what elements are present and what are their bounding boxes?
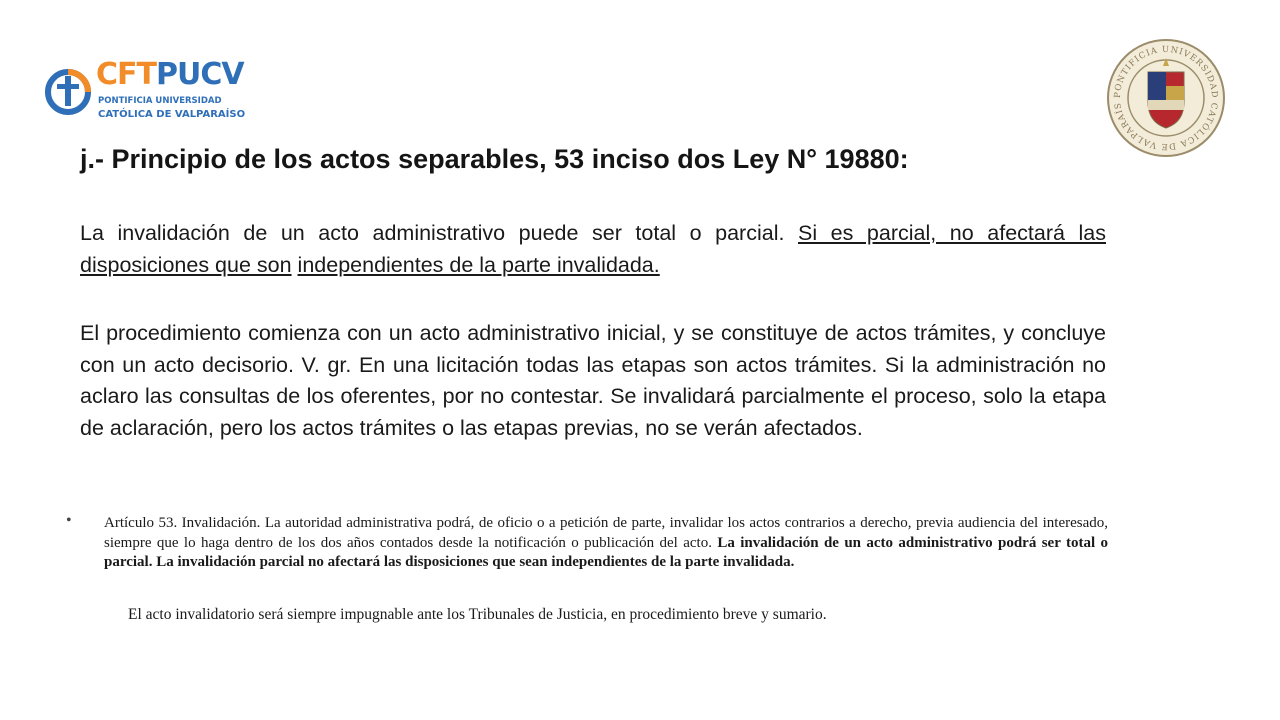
- logo-line1: PONTIFICIA UNIVERSIDAD: [98, 96, 222, 106]
- university-seal-icon: [1104, 36, 1228, 160]
- cftpucv-logo: [44, 58, 244, 126]
- article-bold: La invalidación de un acto administrativo podrá ser total o parcial. La invalidación parcial no afectará las disposiciones que sean independientes de la parte invalidada.: [104, 534, 1108, 570]
- paragraph-invalidation: [80, 218, 1106, 281]
- paragraph1-plain: La invalidación de un acto administrativo puede ser total o parcial.: [80, 221, 798, 245]
- logo-brand-text: CFTPUCV: [96, 57, 244, 92]
- svg-text:PONTIFICIA UNIVERSIDAD CATÓLIC: PONTIFICIA UNIVERSIDAD CATÓLICA DE VALPARAÍS: [1112, 44, 1220, 152]
- article-53-second-paragraph: El acto invalidatorio será siempre impugnable ante los Tribunales de Justicia, en procedimiento breve y sumario.: [128, 606, 827, 623]
- paragraph1-underline1: Si es parcial, no afectará las disposiciones que son: [80, 221, 1106, 277]
- article-53-text: [104, 514, 1108, 573]
- slide-title: j.- Principio de los actos separables, 53 inciso dos Ley N° 19880:: [80, 144, 909, 174]
- article-plain: Artículo 53. Invalidación. La autoridad administrativa podrá, de oficio o a petición de parte, invalidar los actos contrarios a derecho, previa audiencia del interesado, siempre que lo haga dentro de los dos años contados desde la notificación o publicación del acto.: [104, 515, 1108, 551]
- paragraph-procedure: El procedimiento comienza con un acto administrativo inicial, y se constituye de actos trámites, y concluye con un acto decisorio. V. gr. En una licitación todas las etapas son actos trámites. Si la administración no aclaro las consultas de los oferentes, por no contestar. Se invalidará parcialmente el proceso, solo la etapa de aclaración, pero los actos trámites o las etapas previas, no se verán afectados.: [80, 321, 1106, 440]
- logo-line2: CATÓLICA DE VALPARAÍSO: [98, 109, 246, 120]
- paragraph1-underline2: independientes de la parte invalidada.: [297, 252, 660, 277]
- cftpucv-emblem-icon: [44, 58, 92, 126]
- bullet-marker: •: [66, 512, 72, 529]
